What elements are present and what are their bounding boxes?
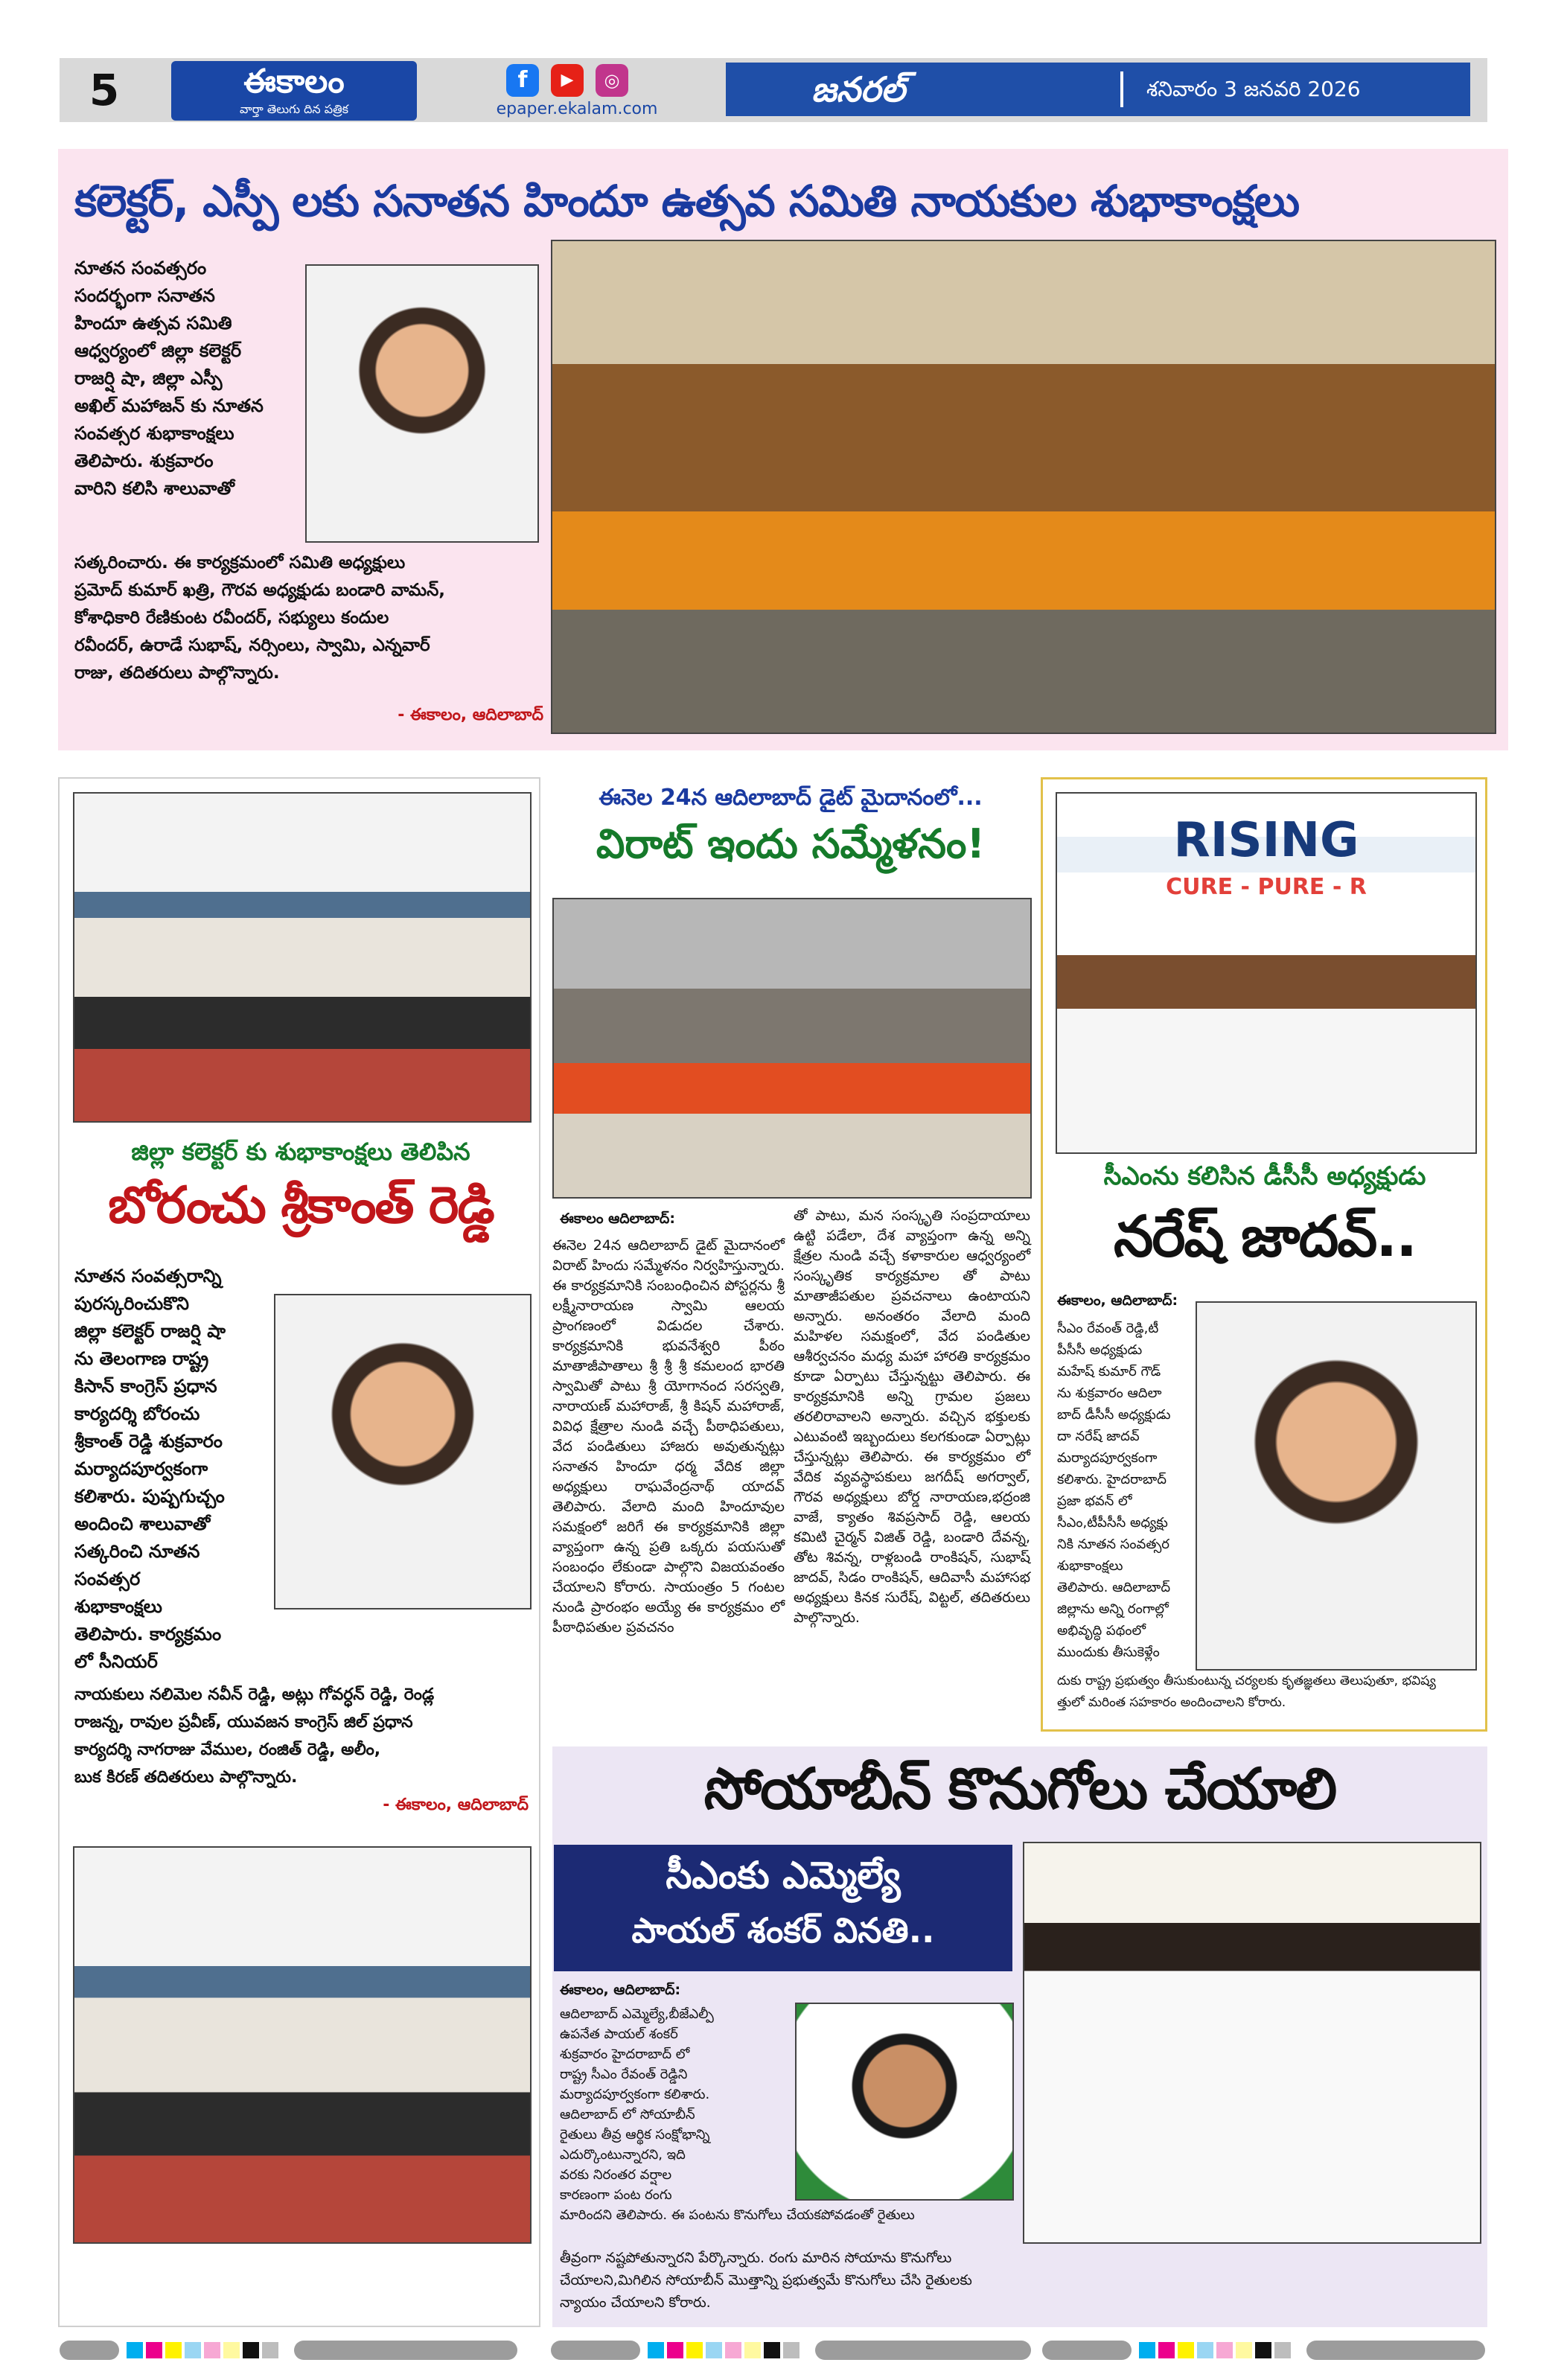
story3-headline: విరాట్ ఇందు సమ్మేళనం! [596, 820, 986, 867]
color-swatch [1255, 2342, 1271, 2358]
color-swatch [1236, 2342, 1252, 2358]
story2-headline: బోరంచు శ్రీకాంత్ రెడ్డి [108, 1176, 494, 1235]
facebook-icon[interactable]: f [506, 64, 539, 97]
header-divider [1120, 71, 1123, 107]
story5-portrait [795, 2003, 1014, 2201]
color-swatch [223, 2342, 240, 2358]
photo-banner-sub: CURE - PURE - R [1166, 874, 1367, 900]
story2-body-top: నూతన సంవత్సరాన్ని పురస్కరించుకొని జిల్లా కలెక్టర్ రాజర్షి షా ను తెలంగాణ రాష్ట్ర కిసాన్ కాంగ్రెస్ ప్రధాన కార్యదర్శి బోరంచు శ్రీకాంత్ రెడ్డి శుక్రవారం మర్యాదపూర్వకంగా కలిశారు. పుష్పగుచ్చం అందించి శాలువాతో సత్కరించి నూతన సంవత్సర శుభాకాంక్షలు తెలిపారు. కార్యక్రమం లో సీనియర్ [74, 1266, 226, 1672]
section-title: జనరల్ [811, 69, 905, 109]
story2-portrait [274, 1294, 532, 1609]
color-swatch [744, 2342, 761, 2358]
registration-bar [294, 2341, 517, 2360]
story2-photo-top [73, 792, 532, 1123]
color-swatch [1178, 2342, 1194, 2358]
story4-photo-top [1056, 792, 1477, 1154]
photo-banner-rising: RISING [1173, 813, 1359, 868]
story2-kicker: జిల్లా కలెక్టర్ కు శుభాకాంక్షలు తెలిపిన [131, 1138, 470, 1166]
color-swatch [262, 2342, 278, 2358]
instagram-icon[interactable]: ◎ [596, 64, 628, 97]
story4-headline: నరేష్ జాదవ్.. [1114, 1203, 1416, 1269]
color-swatch [165, 2342, 182, 2358]
color-swatch [764, 2342, 780, 2358]
story5-dateline: ఈకాలం, ఆదిలాబాద్: [560, 1982, 681, 1998]
story2-photo-bottom [73, 1846, 532, 2244]
story5-body-top: ఆదిలాబాద్ ఎమ్మెల్యే,బీజేఎల్పీ ఉపనేత పాయల్ శంకర్ శుక్రవారం హైదరాబాద్ లో రాష్ట్ర సీఎం రేవంత్ రెడ్డిని మర్యాదపూర్వకంగా కలిశారు. ఆదిలాబాద్ లో సోయాబీన్ రైతులు తీవ్ర ఆర్థిక సంక్షోభాన్ని ఎదుర్కొంటున్నారని, ఇది వరకు నిరంతర వర్షాల కారణంగా పంట రంగు మారిందని తెలిపారు. ఈ పంటను కొనుగోలు చేయకపోవడంతో రైతులు [560, 2006, 915, 2223]
registration-bar [1306, 2341, 1485, 2360]
story1-body-bottom: సత్కరించారు. ఈ కార్యక్రమంలో సమితి అధ్యక్షులు ప్రమోద్ కుమార్ ఖత్రి, గౌరవ అధ్యక్షుడు బండారి వామన్, కోశాధికారి రేణికుంట రవీందర్, సభ్యులు కందుల రవీందర్, ఉరాడే సుభాష్, నర్సింలు, స్వామి, ఎన్నవార్ రాజు, తదితరులు పాల్గొన్నారు. [74, 553, 445, 683]
story1-headline: కలెక్టర్, ఎస్పీ లకు సనాతన హిందూ ఉత్సవ సమితి నాయకుల శుభాకాంక్షలు [74, 176, 1300, 226]
registration-bar [1042, 2341, 1132, 2360]
color-swatch [1216, 2342, 1233, 2358]
story5-photo [1023, 1842, 1481, 2244]
story1-group-photo [551, 240, 1496, 734]
story1-portrait [305, 264, 539, 543]
color-swatch [783, 2342, 800, 2358]
story5-sub-line1: సీఎంకు ఎమ్మెల్యే [666, 1854, 901, 1897]
color-swatch [243, 2342, 259, 2358]
website-link[interactable]: epaper.ekalam.com [496, 100, 658, 118]
story3-col1: ఈనెల 24న ఆదిలాబాద్ డైట్ మైదానంలో విరాట్ హిందు సమ్మేళనం నిర్వహిస్తున్నారు. ఈ కార్యక్రమానికి సంబంధించిన పోస్టర్లను శ్రీ లక్ష్మీనారాయణ స్వామి ఆలయ ప్రాంగణంలో విడుదల చేశారు. కార్యక్రమానికి భువనేశ్వరి పీఠం మాతాజీపాతాలు శ్రీ శ్రీ శ్రీ కమలంద భారతి స్వామితో పాటు శ్రీ యోగానంద సరస్వతి, నారాయణ్ మహారాజ్, శ్రీ కిషన్ మహారాజ్, వివిధ క్షేత్రాల నుండి వచ్చే పీఠాధిపతులు, వేద పండితులు హాజరు అవుతున్నట్లు సనాతన హిందూ ధర్మ వేదిక జిల్లా అధ్యక్షులు రాఘవేంద్రనాథ్ యాదవ్ తెలిపారు. వేలాది మంది హిందూవుల సమక్షంలో జరిగే ఈ కార్యక్రమానికి జిల్లా వ్యాప్తంగా ఉన్న ప్రతి ఒక్కరు పయసుతో సంబంధం లేకుండా పాల్గొని విజయవంతం చేయాలని కోరారు. సాయంత్రం 5 గంటల నుండి ప్రారంభం అయ్యే ఈ కార్యక్రమం లో పీఠాధిపతుల ప్రవచనం [552, 1237, 785, 1636]
color-swatch [204, 2342, 220, 2358]
registration-bar [60, 2341, 119, 2360]
story3-kicker: ఈనెల 24న ఆదిలాబాద్ డైట్ మైదానంలో... [599, 785, 983, 811]
color-swatch [686, 2342, 703, 2358]
story4-dateline: ఈకాలం, ఆదిలాబాద్: [1057, 1292, 1178, 1309]
registration-bar [551, 2341, 640, 2360]
logo-tagline: వార్తా తెలుగు దిన పత్రిక [240, 102, 348, 116]
story4-portrait [1196, 1301, 1477, 1671]
story3-photo [552, 898, 1032, 1199]
story4-kicker: సీఎంను కలిసిన డీసీసీ అధ్యక్షుడు [1103, 1161, 1426, 1191]
color-swatch [1139, 2342, 1155, 2358]
color-swatch [185, 2342, 201, 2358]
color-swatch [648, 2342, 664, 2358]
logo-text: ఈకాలం [243, 63, 345, 101]
registration-bar [815, 2341, 1031, 2360]
color-swatch [667, 2342, 683, 2358]
story1-credit: - ఈకాలం, ఆదిలాబాద్ [398, 706, 543, 724]
color-swatch [1274, 2342, 1291, 2358]
issue-date: శనివారం 3 జనవరి 2026 [1146, 77, 1361, 101]
story3-dateline: ఈకాలం ఆదిలాబాద్: [560, 1210, 675, 1227]
story4-body-top: సీఎం రేవంత్ రెడ్డి,టీ పీసీసీ అధ్యక్షుడు మహేష్ కుమార్ గౌడ్ ను శుక్రవారం ఆదిలా బాద్ డీసీసీ అధ్యక్షుడు దా నరేష్ జాదవ్ మర్యాదపూర్వకంగా కలిశారు. హైదరాబాద్ ప్రజా భవన్ లో సీఎం,టీపీసీసీ అధ్యక్షు నికి నూతన సంవత్సర శుభాకాంక్షలు తెలిపారు. ఆదిలాబాద్ జిల్లాను అన్ని రంగాల్లో అభివృద్ధి పథంలో ముందుకు తీసుకెళ్లేం [1057, 1321, 1171, 1660]
story3-col2: తో పాటు, మన సంస్కృతి సంప్రదాయాలు ఉట్టి పడేలా, దేశ వ్యాప్తంగా ఉన్న అన్ని క్షేత్రల నుండి వచ్చే కళాకారుల ఆధ్వర్యంలో సంస్కృతిక కార్యక్రమాల తో పాటు మాతాజీపతుల ప్రవచనాలు ఉంటాయని అన్నారు. అనంతరం వేలాది మంది మహిళల సమక్షంలో, వేద పండితుల ఆశీర్వచనం మధ్య మహా హారతి కార్యక్రమం కూడా ఏర్పాటు చేస్తున్నట్టు తెలిపారు. ఈ కార్యక్రమానికి అన్ని గ్రామల ప్రజలు తరలిరావాలని అన్నారు. వచ్చిన భక్తులకు ఎటువంటి ఇబ్బందులు కలగకుండా ఏర్పాట్లు చేస్తున్నట్లు తెలిపారు. ఈ కార్యక్రమం లో వేదిక వ్యవస్థాపకులు జగదీష్ అగర్వాల్, గౌరవ అధ్యక్షులు బోర్డ నారాయణ,భద్రంజి వాజే, క్యాతం శివప్రసాద్ రెడ్డి, ఆలయ కమిటి చైర్మన్ విజిత్ రెడ్డి, బండారి దేవన్న, తోట శివన్న, రాళ్లబండి రాంకిషన్, సుభాష్ జాదవ్, సిడం రాంకిషన్, ఆదివాసీ మహాసభ అధ్యక్షులు కినక సురేష్, విట్టల్, తదితరులు పాల్గొన్నారు. [794, 1207, 1030, 1626]
color-swatch [146, 2342, 162, 2358]
color-swatch [706, 2342, 722, 2358]
story5-sub-line2: పాయల్ శంకర్ వినతి.. [631, 1910, 935, 1950]
story2-credit: - ఈకాలం, ఆదిలాబాద్ [383, 1796, 529, 1814]
color-swatch [1197, 2342, 1213, 2358]
page-number: 5 [89, 65, 120, 115]
story5-body-bottom: తీవ్రంగా నష్టపోతున్నారని పేర్కొన్నారు. రంగు మారిన సోయాను కొనుగోలు చేయాలని,మిగిలిన సోయాబీన్ మొత్తాన్ని ప్రభుత్వమే కొనుగోలు చేసి రైతులకు న్యాయం చేయాలని కోరారు. [560, 2250, 972, 2311]
story2-body-bottom: నాయకులు నలిమెల నవీన్ రెడ్డి, అట్లు గోవర్ధన్ రెడ్డి, రెండ్ల రాజన్న, రావుల ప్రవీణ్, యువజన కాంగ్రెస్ జిల్ ప్రధాన కార్యదర్శి నాగరాజు వేముల, రంజిత్ రెడ్డి, అలీం, బుక కిరణ్ తదితరులు పాల్గొన్నారు. [74, 1685, 435, 1787]
color-swatch [725, 2342, 741, 2358]
story5-headline: సోయాబీన్ కొనుగోలు చేయాలి [703, 1755, 1336, 1822]
color-swatch [1158, 2342, 1175, 2358]
youtube-icon[interactable]: ▶ [551, 64, 584, 97]
color-swatch [127, 2342, 143, 2358]
story4-body-bottom: దుకు రాష్ట్ర ప్రభుత్వం తీసుకుంటున్న చర్యలకు కృతజ్ఞతలు తెలుపుతూ, భవిష్య త్తులో మరింత సహకారం అందించాలని కోరారు. [1057, 1674, 1436, 1710]
masthead-logo [171, 61, 417, 121]
story1-body-top: నూతన సంవత్సరం సందర్భంగా సనాతన హిందూ ఉత్సవ సమితి ఆధ్వర్యంలో జిల్లా కలెక్టర్ రాజర్షి షా, జిల్లా ఎస్పీ అఖిల్ మహాజన్ కు నూతన సంవత్సర శుభాకాంక్షలు తెలిపారు. శుక్రవారం వారిని కలిసి శాలువాతో [74, 258, 264, 499]
